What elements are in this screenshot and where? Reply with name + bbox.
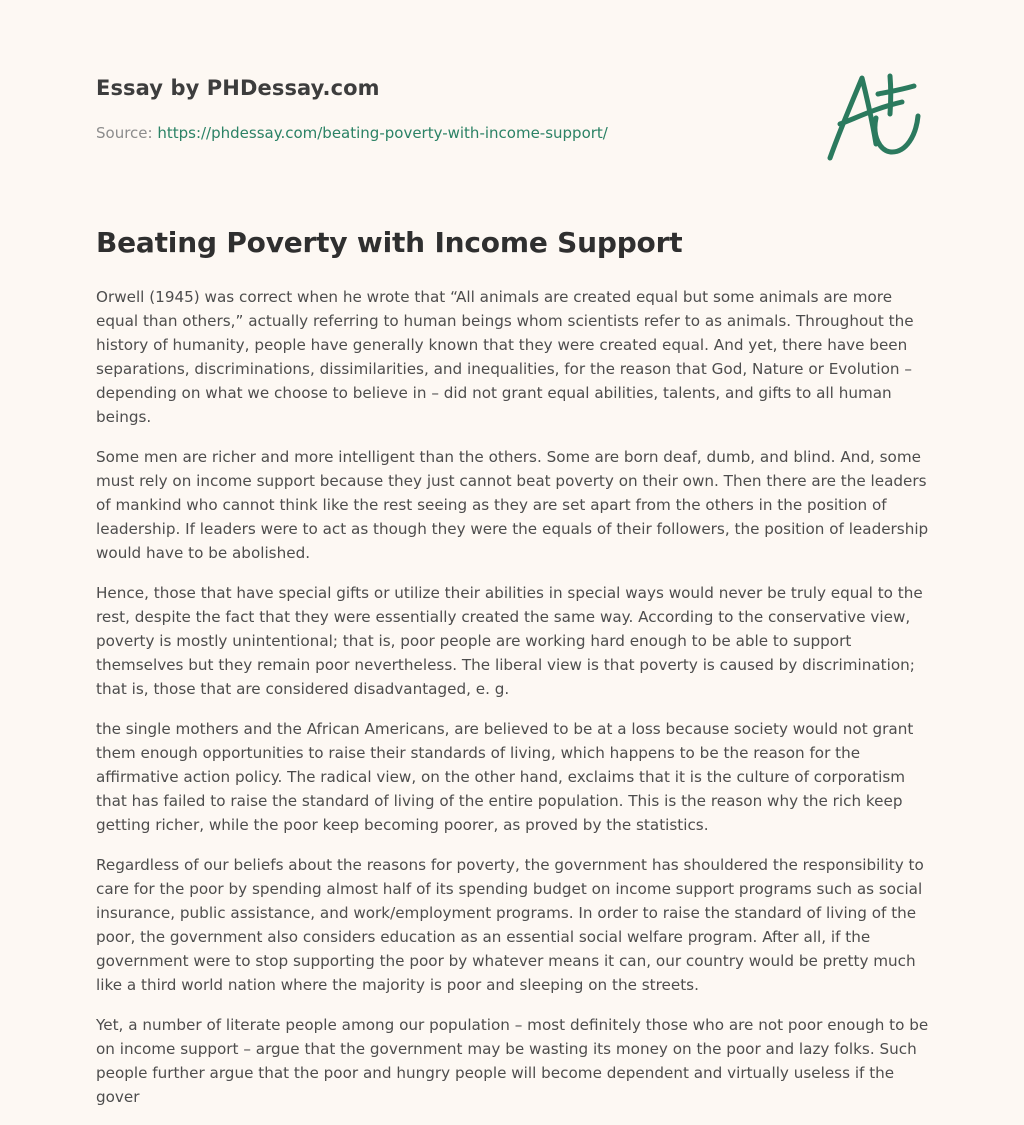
site-title: Essay by PHDessay.com [96, 76, 380, 100]
essay-paragraph: Some men are richer and more intelligent than the others. Some are born deaf, dumb, and blind. And, some must rely on income support because they just cannot beat poverty on their own. Then there are the leaders of mankind who cannot think like the rest seeing as they are set apart from the others in the position of leadership. If leaders were to act as though they were the equals of their followers, the position of leadership would have to be abolished. [96, 448, 929, 562]
essay-paragraph: Regardless of our beliefs about the reasons for poverty, the government has shouldered the responsibility to care for the poor by spending almost half of its spending budget on income support programs such as social insurance, public assistance, and work/employment programs. In order to raise the standard of living of the poor, the government also considers education as an essential social welfare program. After all, if the government were to stop supporting the poor by whatever means it can, our country would be pretty much like a third world nation where the majority is poor and sleeping on the streets. [96, 856, 924, 994]
essay-paragraph: Yet, a number of literate people among our population – most definitely those who are not poor enough to be on income support – argue that the government may be wasting its money on the poor and lazy folks. Such people further argue that the poor and hungry people will become dependent and virtually useless if the gover [96, 1016, 929, 1106]
essay-paragraph: Orwell (1945) was correct when he wrote that “All animals are created equal but some animals are more equal than others,” actually referring to human beings whom scientists refer to as animals. Throughout the history of humanity, people have generally known that they were created equal. And yet, there have been separations, discriminations, dissimilarities, and inequalities, for the reason that God, Nature or Evolution – depending on what we choose to believe in – did not grant equal abilities, talents, and gifts to all human beings. [96, 288, 914, 426]
essay-title: Beating Poverty with Income Support [96, 226, 683, 259]
source-link[interactable]: https://phdessay.com/beating-poverty-with-income-support/ [157, 124, 608, 142]
a-plus-logo-icon [818, 64, 930, 168]
essay-paragraph: Hence, those that have special gifts or utilize their abilities in special ways would never be truly equal to the rest, despite the fact that they were essentially created the same way. According to the conservative view, poverty is mostly unintentional; that is, poor people are working hard enough to be able to support themselves but they remain poor nevertheless. The liberal view is that poverty is caused by discrimination; that is, those that are considered disadvantaged, e. g. [96, 584, 923, 698]
essay-body [96, 285, 932, 1125]
essay-paragraph: the single mothers and the African Americans, are believed to be at a loss because society would not grant them enough opportunities to raise their standards of living, which happens to be the reason for the affirmative action policy. The radical view, on the other hand, exclaims that it is the culture of corporatism that has failed to raise the standard of living of the entire population. This is the reason why the rich keep getting richer, while the poor keep becoming poorer, as proved by the statistics. [96, 720, 914, 834]
source-label: Source: [96, 124, 158, 142]
source-line [96, 124, 608, 142]
